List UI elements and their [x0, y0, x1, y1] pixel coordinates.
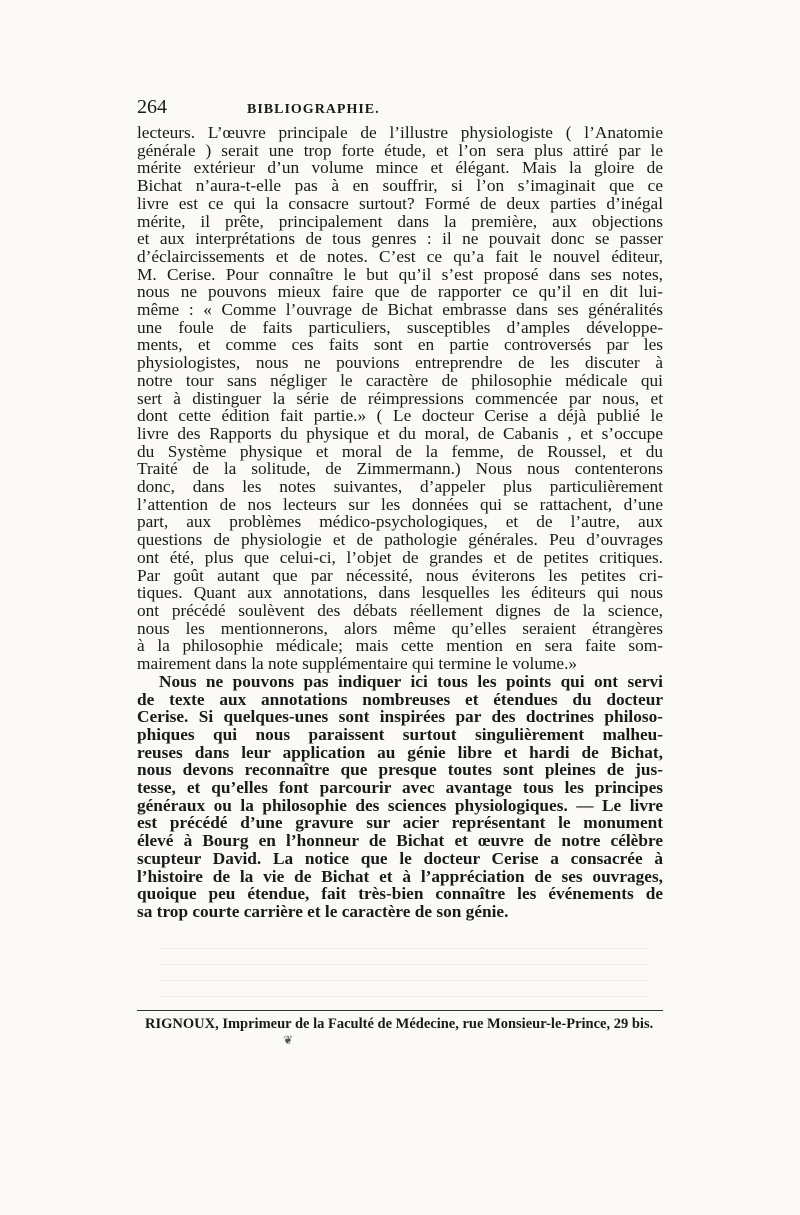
text-line: sa trop courte carrière et le caractère de son génie. — [137, 901, 509, 921]
running-title: BIBLIOGRAPHIE. — [247, 102, 380, 117]
text-line: M. Cerise. Pour connaître le but qu’il s’est proposé dans ses notes, — [137, 264, 663, 284]
text-line: même : « Comme l’ouvrage de Bichat embrasse dans ses généralités — [137, 300, 663, 320]
text-line: Par goût autant que par nécessité, nous éviterons les petites cri- — [137, 565, 663, 585]
text-line: ont été, plus que celui-ci, l’objet de grandes et de petites critiques. — [137, 547, 663, 567]
text-line: et aux interprétations de tous genres : il ne pouvait donc se passer — [137, 229, 663, 249]
paragraph-1 — [137, 124, 663, 673]
text-line: de texte aux annotations nombreuses et étendues du docteur — [137, 689, 663, 709]
text-line: Nous ne pouvons pas indiquer ici tous les points qui ont servi — [159, 671, 663, 691]
paragraph-2 — [137, 673, 663, 921]
text-line: scupteur David. La notice que le docteur Cerise a consacrée à — [137, 848, 663, 868]
text-line: part, aux problèmes médico-psychologiques, et de l’autre, aux — [137, 512, 663, 532]
text-line: mairement dans la note supplémentaire qui termine le volume.» — [137, 654, 578, 674]
text-line: élevé à Bourg en l’honneur de Bichat et œuvre de notre célèbre — [137, 831, 663, 851]
ink-mark: ❦ — [283, 1033, 294, 1047]
text-line: tiques. Quant aux annotations, dans lesquelles les éditeurs qui nous — [137, 583, 663, 603]
text-line: d’éclaircissements et de notes. C’est ce qu’a fait le nouvel éditeur, — [137, 246, 663, 266]
text-line: généraux ou la philosophie des sciences physiologiques. — Le livre — [137, 795, 663, 815]
text-line: donc, dans les notes suivantes, d’appeler plus particulièrement — [137, 477, 663, 497]
bleed-through-area — [160, 935, 650, 995]
text-line: nous devons reconnaître que presque toutes sont pleines de jus- — [137, 760, 663, 780]
text-line: reuses dans leur application au génie libre et hardi de Bichat, — [137, 742, 663, 762]
text-line: phiques qui nous paraissent surtout singulièrement malheu- — [137, 724, 663, 744]
text-line: générale ) serait une trop forte étude, et l’on sera plus attiré par le — [137, 140, 663, 160]
text-line: l’attention de nos lecteurs sur les données qui se rattachent, d’une — [137, 494, 663, 514]
text-line: livre est ce qui la consacre surtout? Formé de deux parties d’inégal — [137, 193, 663, 213]
text-line: livre des Rapports du physique et du moral, de Cabanis , et s’occupe — [137, 423, 663, 443]
text-line: questions de physiologie et de pathologie générales. Peu d’ouvrages — [137, 530, 663, 550]
text-line: nous ne pouvons mieux faire que de rapporter ce qu’il en dit lui- — [137, 282, 663, 302]
text-line: ont précédé soulèvent des débats réellement dignes de la science, — [137, 600, 663, 620]
text-line: une foule de faits particuliers, susceptibles d’amples développe- — [137, 317, 663, 337]
text-line: nous les mentionnerons, alors même qu’elles seraient étrangères — [137, 618, 663, 638]
text-line: Traité de la solitude, de Zimmermann.) Nous nous contenterons — [137, 459, 663, 479]
printer-imprint: RIGNOUX, Imprimeur de la Faculté de Médecine, rue Monsieur-le-Prince, 29 bis. — [145, 1016, 654, 1032]
text-line: Bichat n’aura-t-elle pas à en souffrir, si l’on s’imaginait que ce — [137, 176, 663, 196]
text-line: du Système physique et moral de la femme, de Roussel, et du — [137, 441, 663, 461]
text-line: lecteurs. L’œuvre principale de l’illustre physiologiste ( l’Anatomie — [137, 123, 663, 142]
text-line: à la philosophie médicale; mais cette mention en sera faite som- — [137, 636, 663, 656]
text-line: mérite, il prête, principalement dans la première, aux objections — [137, 211, 663, 231]
text-line: tesse, et qu’elles font parcourir avec avantage tous les principes — [137, 778, 663, 798]
running-header — [137, 96, 663, 124]
footer-rule — [137, 1010, 663, 1011]
text-line: ments, et comme ces faits sont en partie controversés par les — [137, 335, 663, 355]
text-line: mérite extérieur d’un volume mince et élégant. Mais la gloire de — [137, 158, 663, 178]
text-line: quoique peu étendue, fait très-bien connaître les événements de — [137, 884, 663, 904]
text-line: l’histoire de la vie de Bichat et à l’appréciation de ses ouvrages, — [137, 866, 663, 886]
text-line: est précédé d’une gravure sur acier représentant le monument — [137, 813, 663, 833]
text-line: dont cette édition fait partie.» ( Le docteur Cerise a déjà publié le — [137, 406, 663, 426]
page-number: 264 — [137, 96, 167, 118]
text-line: physiologistes, nous ne pouvions entreprendre de les discuter à — [137, 353, 663, 373]
text-line: notre tour sans négliger le caractère de philosophie médicale qui — [137, 370, 663, 390]
page — [137, 96, 663, 921]
text-line: sert à distinguer la série de réimpressions commencée par nous, et — [137, 388, 663, 408]
text-line: Cerise. Si quelques-unes sont inspirées par des doctrines philoso- — [137, 707, 663, 727]
